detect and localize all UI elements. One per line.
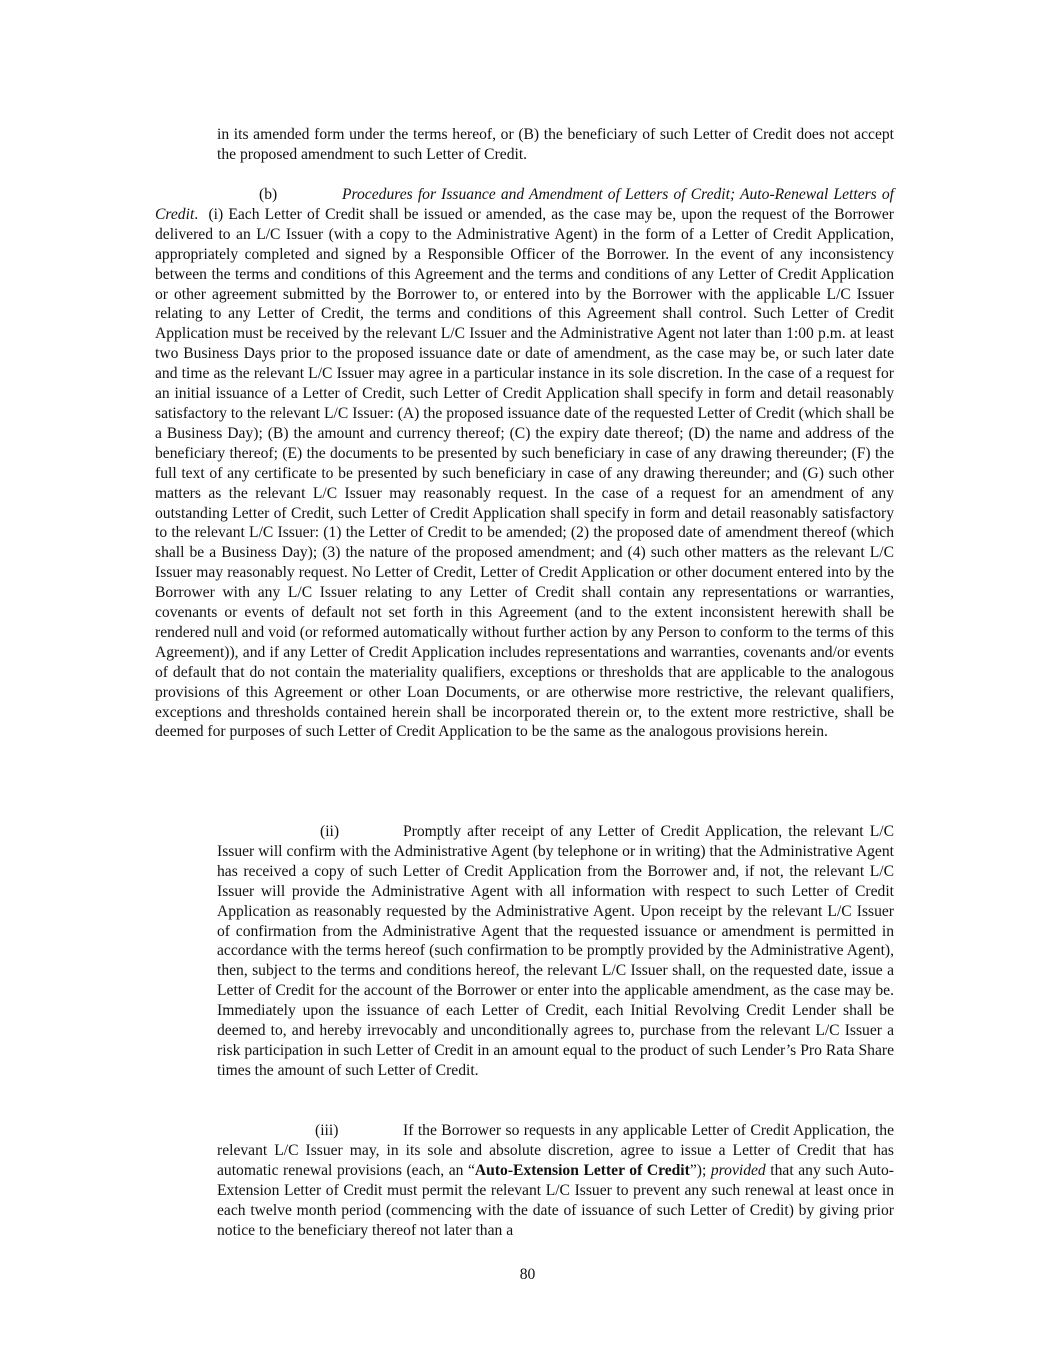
section-b-heading-end: . (194, 205, 199, 223)
paragraph-continuation (217, 125, 894, 165)
proviso-word: provided (710, 1161, 766, 1179)
section-iii-body-end: that any such Auto-Extension Letter of Credit must permit the relevant L/C Issuer to prevent any such renewal at least once in each twelve month period (commencing with the date of issuance of such Letter of Credit) by giving prior notice to the beneficiary thereof not later than a (217, 1161, 894, 1239)
section-iii (217, 1121, 894, 1240)
page-number: 80 (519, 1266, 536, 1283)
section-ii-number: (ii) (320, 823, 340, 840)
section-iii-after-term: ”); (689, 1161, 707, 1179)
section-b-heading: Procedures for Issuance and Amendment of Letters of Credit; Auto-Renewal Letters of Credit (155, 186, 894, 223)
section-b-body: (i) Each Letter of Credit shall be issued or amended, as the case may be, upon the request of the Borrower delivered to an L/C Issuer (with a copy to the Administrative Agent) in the form of a Letter of Credit Application, appropriately completed and signed by a Responsible Officer of the Borrower. In the event of any inconsistency between the terms and conditions of this Agreement and the terms and conditions of any Letter of Credit Application or other agreement submitted by the Borrower to, or entered into by the Borrower with the applicable L/C Issuer relating to any Letter of Credit, the terms and conditions of this Agreement shall control. Such Letter of Credit Application must be received by the relevant L/C Issuer and the Administrative Agent not later than 1:00 p.m. at least two Business Days prior to the proposed issuance date or date of amendment, as the case may be, or such later date and time as the relevant L/C Issuer may agree in a particular instance in its sole discretion. In the case of a request for an initial issuance of a Letter of Credit, such Letter of Credit Application shall specify in form and detail reasonably satisfactory to the relevant L/C Issuer: (A) the proposed issuance date of the requested Letter of Credit (which shall be a Business Day); (B) the amount and currency thereof; (C) the expiry date thereof; (D) the name and address of the beneficiary thereof; (E) the documents to be presented by such beneficiary in case of any drawing thereunder; (F) the full text of any certificate to be presented by such beneficiary in case of any drawing thereunder; and (G) such other matters as the relevant L/C Issuer may reasonably request. In the case of a request for an amendment of any outstanding Letter of Credit, such Letter of Credit Application shall specify in form and detail reasonably satisfactory to the relevant L/C Issuer: (1) the Letter of Credit to be amended; (2) the proposed date of amendment thereof (which shall be a Business Day); (3) the nature of the proposed amendment; and (4) such other matters as the relevant L/C Issuer may reasonably request. No Letter of Credit, Letter of Credit Application or other document entered into by the Borrower with any L/C Issuer relating to any Letter of Credit shall contain any representations or warranties, covenants or events of default not set forth in this Agreement (and to the extent inconsistent herewith shall be rendered null and void (or reformed automatically without further action by any Person to conform to the terms of this Agreement)), and if any Letter of Credit Application includes representations and warranties, covenants and/or events of default that do not contain the materiality qualifiers, exceptions or thresholds that are applicable to the analogous provisions of this Agreement or other Loan Documents, or are otherwise more restrictive, the relevant qualifiers, exceptions and thresholds contained herein shall be incorporated therein or, to the extent more restrictive, shall be deemed for purposes of such Letter of Credit Application to be the same as the analogous provisions herein. (155, 205, 894, 741)
paragraph-text: in its amended form under the terms hereof, or (B) the beneficiary of such Letter of Credit does not accept the proposed amendment to such Letter of Credit. (217, 126, 894, 163)
section-iii-number: (iii) (315, 1122, 339, 1139)
section-ii-body: Promptly after receipt of any Letter of Credit Application, the relevant L/C Issuer will confirm with the Administrative Agent (by telephone or in writing) that the Administrative Agent has received a copy of such Letter of Credit Application from the Borrower and, if not, the relevant L/C Issuer will provide the Administrative Agent with all information with respect to such Letter of Credit Application as reasonably requested by the Administrative Agent. Upon receipt by the relevant L/C Issuer of confirmation from the Administrative Agent that the requested issuance or amendment is permitted in accordance with the terms hereof (such confirmation to be promptly provided by the Administrative Agent), then, subject to the terms and conditions hereof, the relevant L/C Issuer shall, on the requested date, issue a Letter of Credit for the account of the Borrower or enter into the applicable amendment, as the case may be. Immediately upon the issuance of each Letter of Credit, each Initial Revolving Credit Lender shall be deemed to, and hereby irrevocably and unconditionally agrees to, purchase from the relevant L/C Issuer a risk participation in such Letter of Credit in an amount equal to the product of such Lender’s Pro Rata Share times the amount of such Letter of Credit. (217, 823, 894, 1079)
defined-term: Auto-Extension Letter of Credit (474, 1161, 690, 1179)
section-b-number: (b) (259, 186, 278, 203)
section-ii (217, 822, 894, 1081)
section-iii-body-start: If the Borrower so requests in any applicable Letter of Credit Application, the relevant L/C Issuer may, in its sole and absolute discretion, agree to issue a Letter of Credit that has automatic renewal provisions (each, an “ (217, 1122, 894, 1179)
section-b (155, 185, 894, 742)
